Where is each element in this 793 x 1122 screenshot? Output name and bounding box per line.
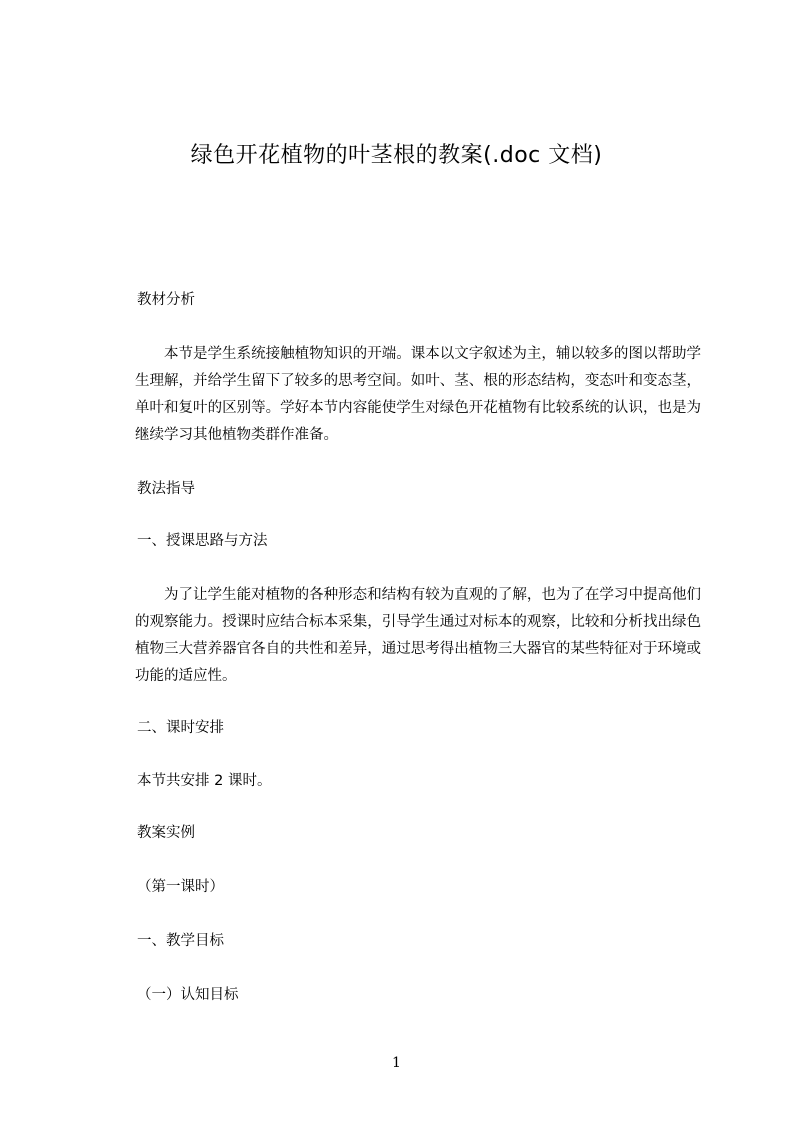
lesson-label-first: （第一课时） (137, 879, 224, 895)
document-title: 绿色开花植物的叶茎根的教案(.doc 文档) (190, 143, 603, 168)
section-heading-schedule: 二、课时安排 (137, 720, 224, 736)
section-heading-objectives: 一、教学目标 (137, 933, 224, 949)
section-heading-approach: 一、授课思路与方法 (137, 533, 268, 549)
section-heading-example: 教案实例 (137, 825, 195, 841)
schedule-text: 本节共安排 2 课时。 (137, 773, 272, 789)
paragraph-approach: 为了让学生能对植物的各种形态和结构有较为直观的了解，也为了在学习中提高他们的观察能力。授课时应结合标本采集，引导学生通过对标本的观察，比较和分析找出绿色植物三大营养器官各自的共性和差异，通过思考得出植物三大器官的某些特征对于环境或功能的适应性。 (135, 587, 701, 684)
paragraph-textbook-analysis: 本节是学生系统接触植物知识的开端。课本以文字叙述为主，辅以较多的图以帮助学生理解，并给学生留下了较多的思考空间。如叶、茎、根的形态结构，变态叶和变态茎，单叶和复叶的区别等。学好本节内容能使学生对绿色开花植物有比较系统的认识，也是为继续学习其他植物类群作准备。 (135, 346, 701, 443)
subheading-cognitive-objectives: （一）认知目标 (137, 987, 239, 1003)
section-heading-teaching-guidance: 教法指导 (137, 481, 195, 497)
page-number: 1 (392, 1055, 401, 1071)
section-heading-textbook-analysis: 教材分析 (137, 292, 195, 308)
